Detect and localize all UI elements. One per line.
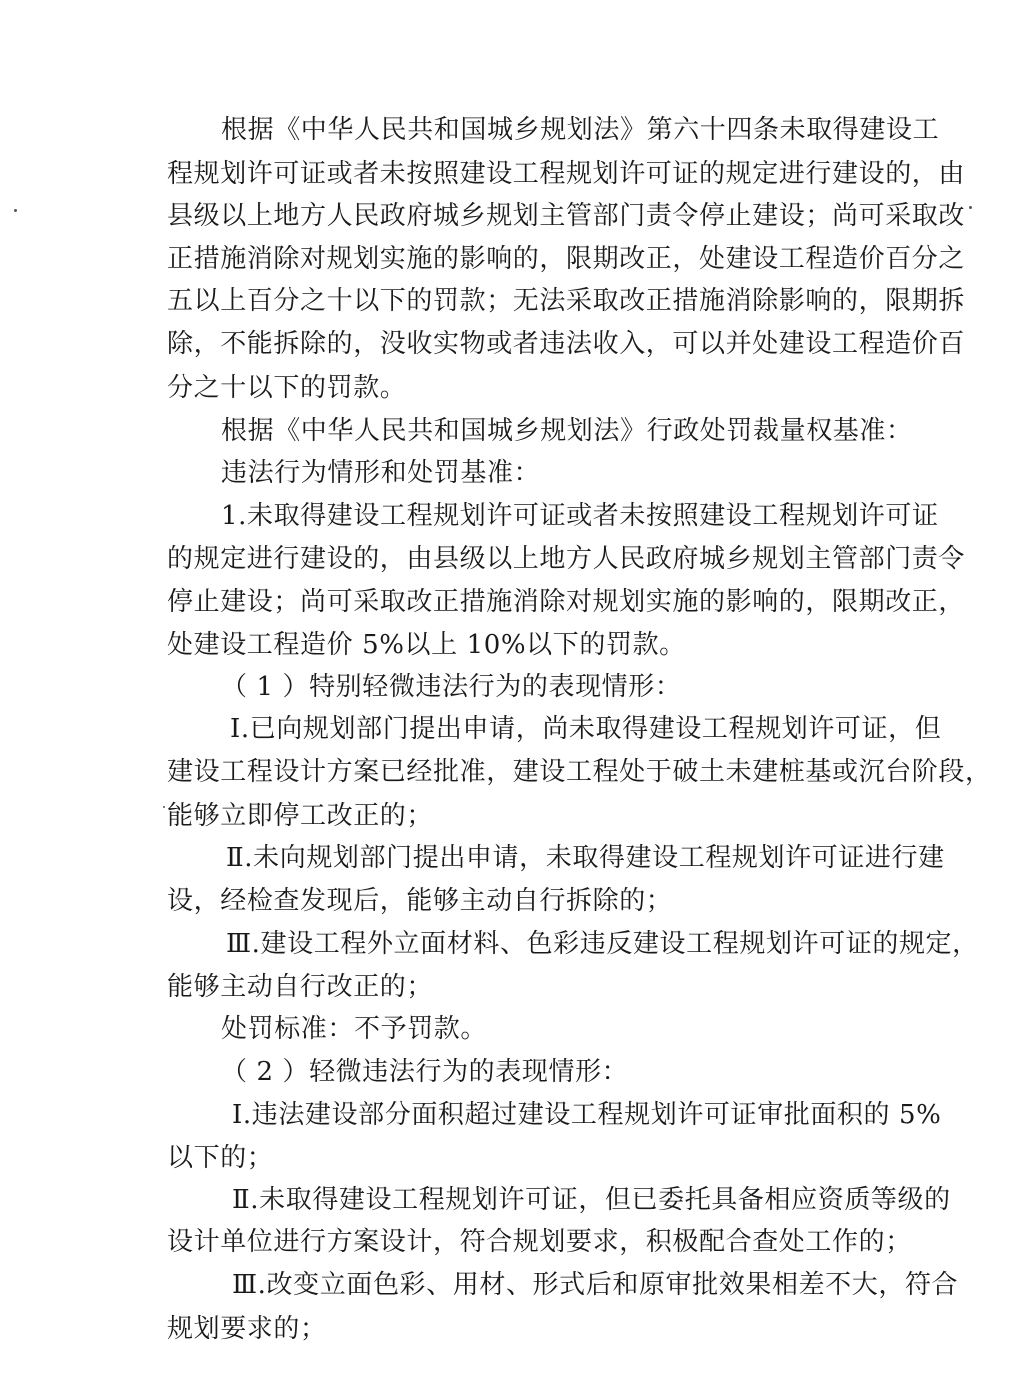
paragraph-line: 能够主动自行改正的； xyxy=(167,972,434,1002)
paragraph-line: 分之十以下的罚款。 xyxy=(167,373,407,403)
paragraph-line: 根据《中华人民共和国城乡规划法》行政处罚裁量权基准： xyxy=(221,416,913,446)
paragraph-line: Ⅰ.已向规划部门提出申请，尚未取得建设工程规划许可证，但 xyxy=(230,714,942,744)
paragraph-line: 正措施消除对规划实施的影响的，限期改正，处建设工程造价百分之 xyxy=(167,244,966,274)
paragraph-line: Ⅱ.未向规划部门提出申请，未取得建设工程规划许可证进行建 xyxy=(226,843,945,873)
paragraph-line: （ 2 ）轻微违法行为的表现情形： xyxy=(221,1057,629,1087)
paragraph-line: 建设工程设计方案已经批准，建设工程处于破土未建桩基或沉台阶段， xyxy=(167,757,992,787)
paragraph-line: 1.未取得建设工程规划许可证或者未按照建设工程规划许可证 xyxy=(221,501,939,531)
scan-speck xyxy=(14,209,17,212)
paragraph-line: Ⅱ.未取得建设工程规划许可证，但已委托具备相应资质等级的 xyxy=(232,1185,951,1215)
paragraph-line: 能够立即停工改正的； xyxy=(167,801,434,831)
paragraph-line: 县级以上地方人民政府城乡规划主管部门责令停止建设；尚可采取改 xyxy=(167,201,966,231)
scan-speck xyxy=(163,806,165,808)
paragraph-line: 处建设工程造价 5%以上 10%以下的罚款。 xyxy=(167,630,686,660)
paragraph-line: 设计单位进行方案设计，符合规划要求，积极配合查处工作的； xyxy=(167,1227,912,1257)
paragraph-line: 处罚标准：不予罚款。 xyxy=(221,1014,488,1044)
paragraph-line: 的规定进行建设的，由县级以上地方人民政府城乡规划主管部门责令 xyxy=(167,544,966,574)
paragraph-line: 设，经检查发现后，能够主动自行拆除的； xyxy=(167,886,673,916)
paragraph-line: 除，不能拆除的，没收实物或者违法收入，可以并处建设工程造价百 xyxy=(167,329,966,359)
paragraph-line: 停止建设；尚可采取改正措施消除对规划实施的影响的，限期改正， xyxy=(167,587,966,617)
paragraph-line: （ 1 ）特别轻微违法行为的表现情形： xyxy=(221,672,682,702)
paragraph-line: Ⅲ.建设工程外立面材料、色彩违反建设工程规划许可证的规定， xyxy=(226,929,979,959)
paragraph-line: 五以上百分之十以下的罚款；无法采取改正措施消除影响的，限期拆 xyxy=(167,286,966,316)
paragraph-line: 根据《中华人民共和国城乡规划法》第六十四条未取得建设工 xyxy=(221,115,940,145)
paragraph-line: Ⅲ.改变立面色彩、用材、形式后和原审批效果相差不大，符合 xyxy=(232,1270,959,1300)
paragraph-line: 违法行为情形和处罚基准： xyxy=(221,458,541,488)
paragraph-line: 程规划许可证或者未按照建设工程规划许可证的规定进行建设的，由 xyxy=(167,159,966,189)
paragraph-line: 规划要求的； xyxy=(167,1314,327,1344)
paragraph-line: 以下的； xyxy=(167,1143,274,1173)
scan-speck xyxy=(969,206,972,209)
paragraph-line: Ⅰ.违法建设部分面积超过建设工程规划许可证审批面积的 5% xyxy=(232,1100,942,1130)
